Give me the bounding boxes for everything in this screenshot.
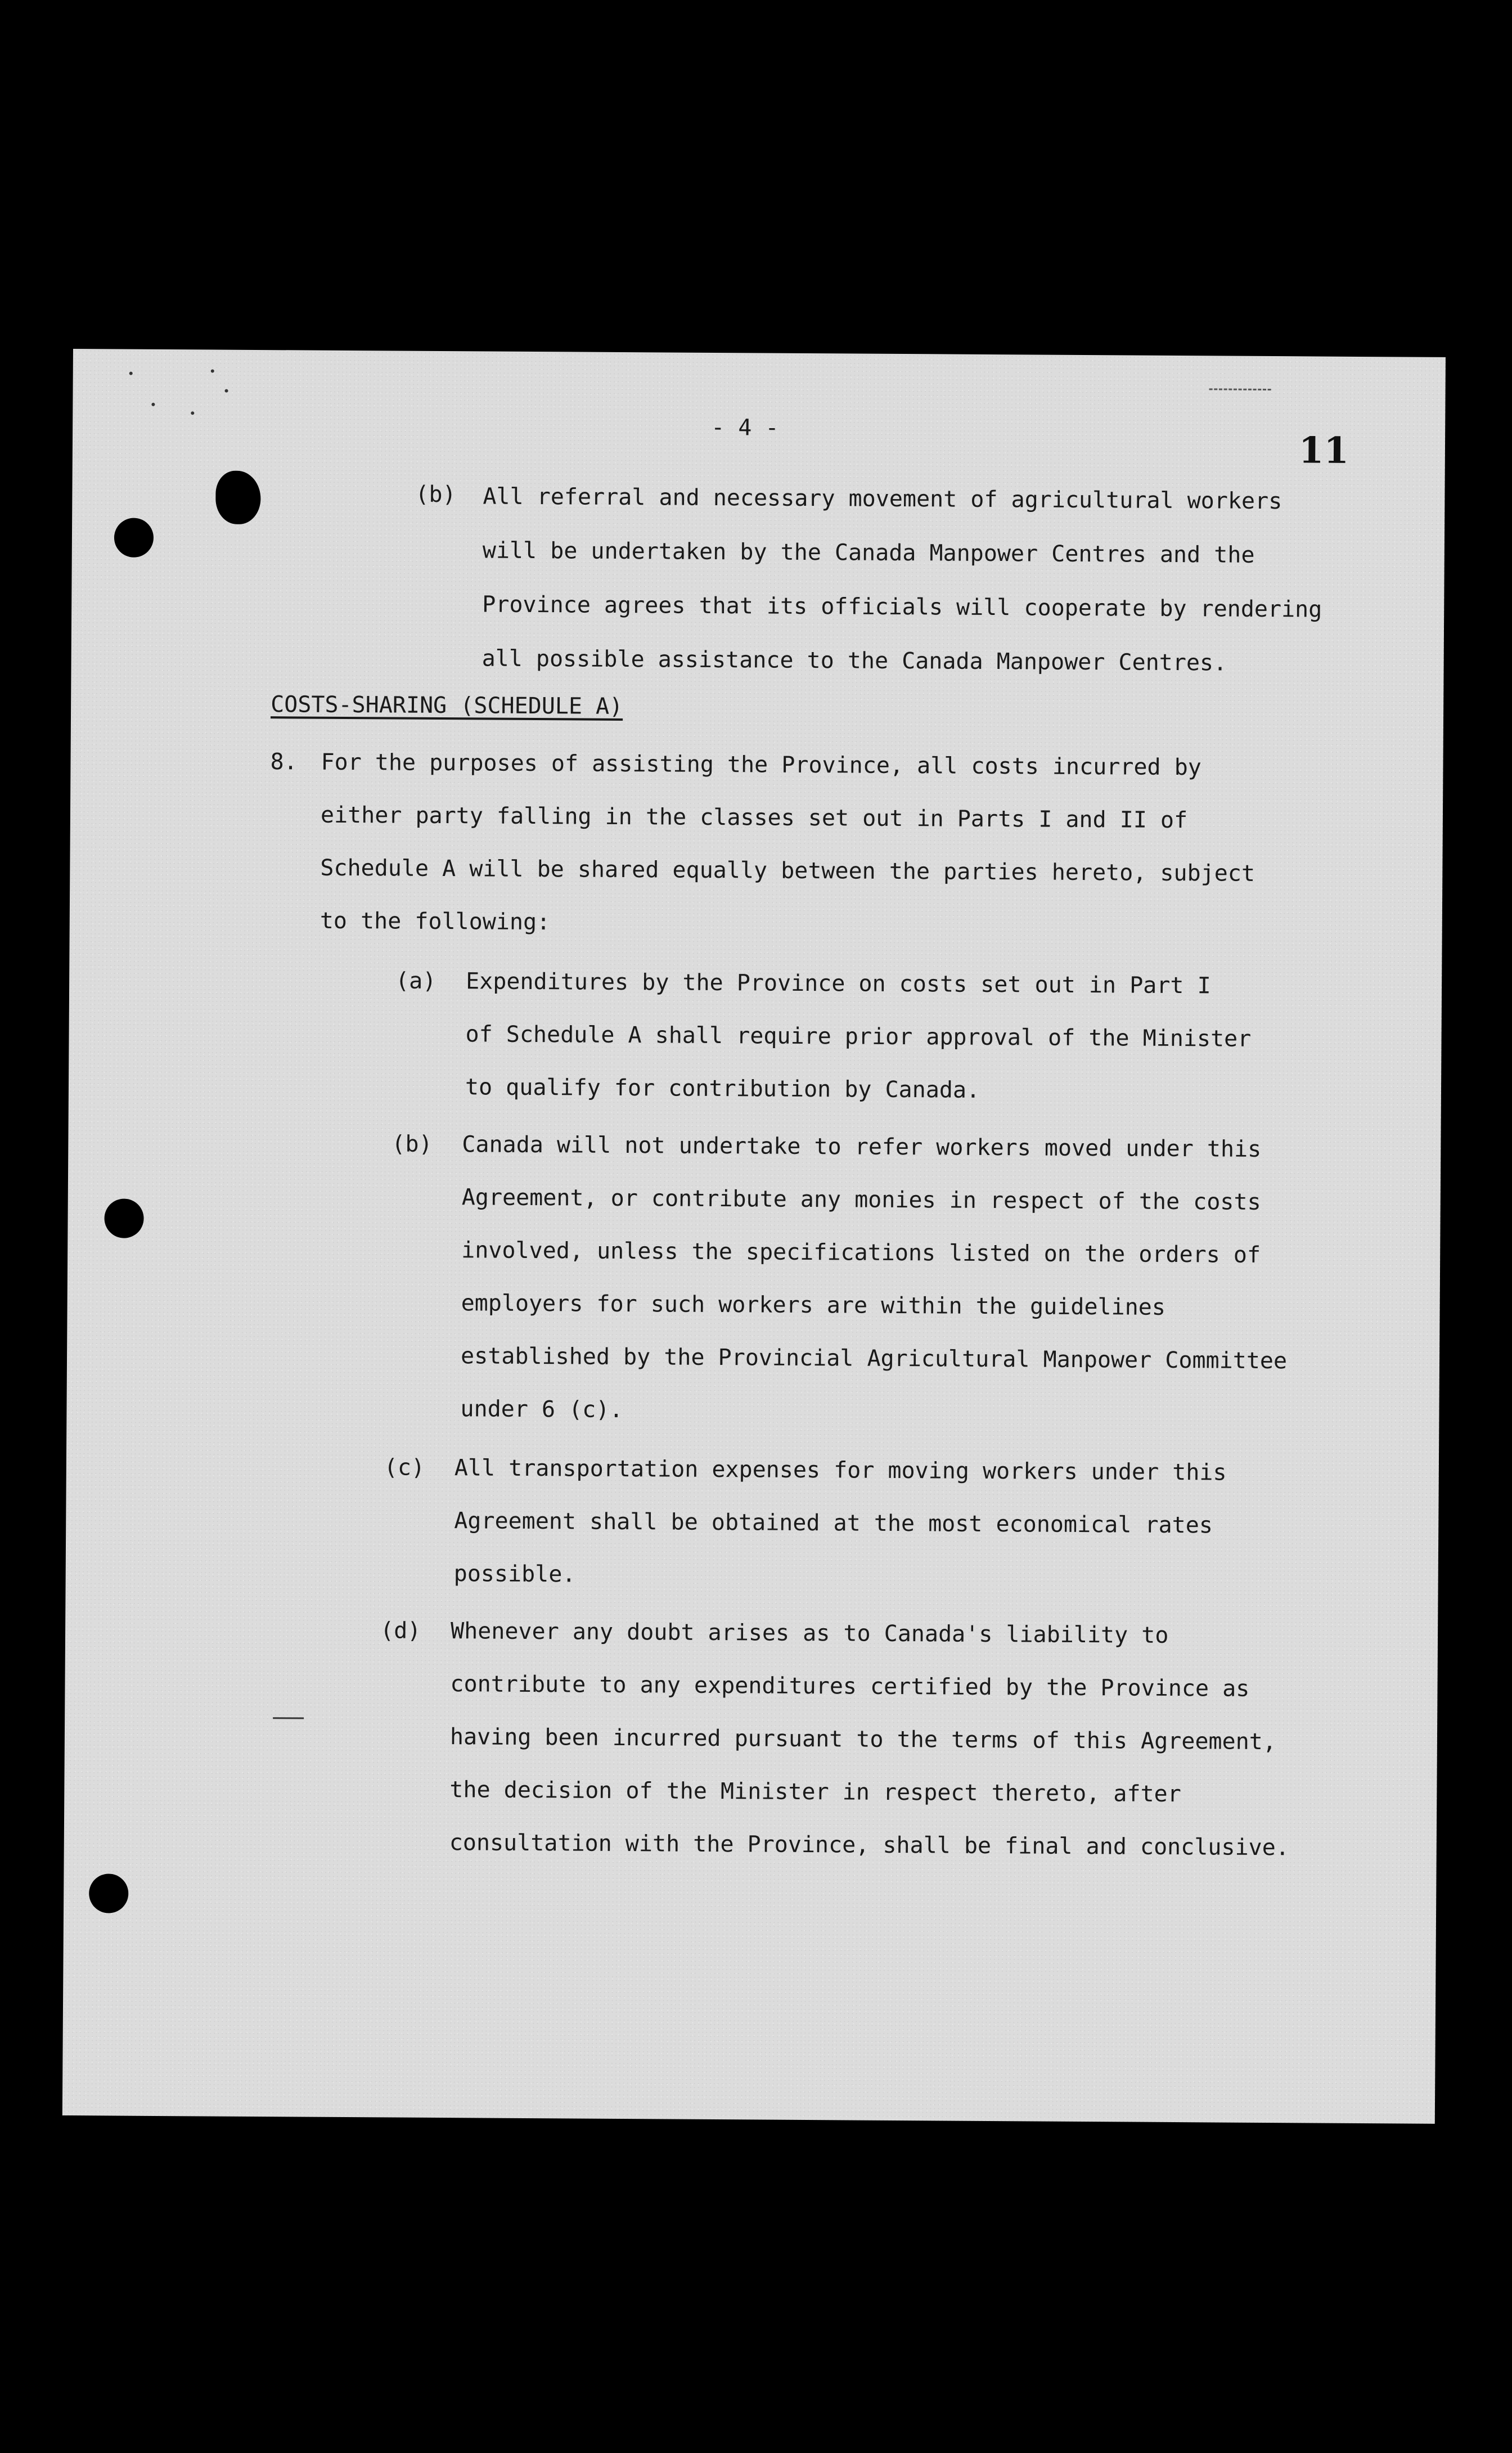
speck (191, 411, 194, 415)
punch-hole-top (114, 518, 154, 557)
clause-8-line-3: Schedule A will be shared equally between the parties hereto, subject (320, 855, 1256, 887)
sub-c-line-3: possible. (453, 1561, 576, 1588)
margin-tick (273, 1717, 304, 1719)
pen-mark (1209, 388, 1271, 390)
speck (211, 369, 214, 372)
sub-b-line-4: employers for such workers are within the guidelines (461, 1290, 1166, 1320)
page-number: - 4 - (711, 414, 779, 441)
sub-b-line-6: under 6 (c). (460, 1396, 623, 1423)
sub-c-label: (c) (384, 1454, 425, 1481)
speck (225, 389, 228, 393)
sub-b-line-3: involved, unless the specifications listed on the orders of (461, 1237, 1261, 1268)
stamp-number: 11 (1298, 429, 1349, 472)
sub-b-label: (b) (392, 1131, 433, 1157)
sub-d-line-4: the decision of the Minister in respect thereto, after (449, 1777, 1181, 1808)
sub-d-line-3: having been incurred pursuant to the terms of this Agreement, (449, 1724, 1277, 1755)
document-page (62, 349, 1446, 2124)
punch-hole-middle (104, 1198, 143, 1238)
clause-8-line-4: to the following: (320, 907, 551, 936)
sub-a-line-2: of Schedule A shall require prior approval of the Minister (465, 1021, 1252, 1052)
sub-d-line-2: contribute to any expenditures certified by the Province as (450, 1671, 1250, 1702)
sub-b-line-2: Agreement, or contribute any monies in respect of the costs (461, 1184, 1261, 1215)
sub-b-line-1: Canada will not undertake to refer workers moved under this (462, 1131, 1262, 1162)
clause-8-line-1: For the purposes of assisting the Province, all costs incurred by (321, 749, 1202, 781)
section-b-line-1: All referral and necessary movement of agricultural workers (483, 483, 1282, 515)
sub-b-line-5: established by the Provincial Agricultural Manpower Committee (460, 1343, 1288, 1374)
costs-sharing-heading: COSTS-SHARING (SCHEDULE A) (271, 691, 623, 720)
speck (151, 403, 155, 406)
sub-a-line-3: to qualify for contribution by Canada. (465, 1074, 980, 1103)
clause-8-line-2: either party falling in the classes set out in Parts I and II of (320, 802, 1188, 834)
section-b-line-2: will be undertaken by the Canada Manpower Centres and the (482, 537, 1255, 568)
section-b-line-4: all possible assistance to the Canada Manpower Centres. (482, 645, 1227, 676)
punch-hole-bottom (89, 1874, 128, 1913)
sub-a-line-1: Expenditures by the Province on costs set out in Part I (466, 968, 1211, 999)
ink-blot (215, 471, 261, 524)
section-b-line-3: Province agrees that its officials will cooperate by rendering (482, 591, 1322, 623)
sub-c-line-1: All transportation expenses for moving workers under this (454, 1455, 1227, 1486)
sub-c-line-2: Agreement shall be obtained at the most economical rates (454, 1508, 1213, 1539)
clause-8-label: 8. (270, 749, 298, 775)
speck (129, 372, 133, 375)
sub-a-label: (a) (395, 968, 436, 994)
sub-d-line-1: Whenever any doubt arises as to Canada's liability to (450, 1618, 1169, 1648)
section-b-label: (b) (415, 481, 456, 508)
sub-d-label: (d) (380, 1618, 421, 1644)
sub-d-line-5: consultation with the Province, shall be final and conclusive. (449, 1830, 1289, 1861)
